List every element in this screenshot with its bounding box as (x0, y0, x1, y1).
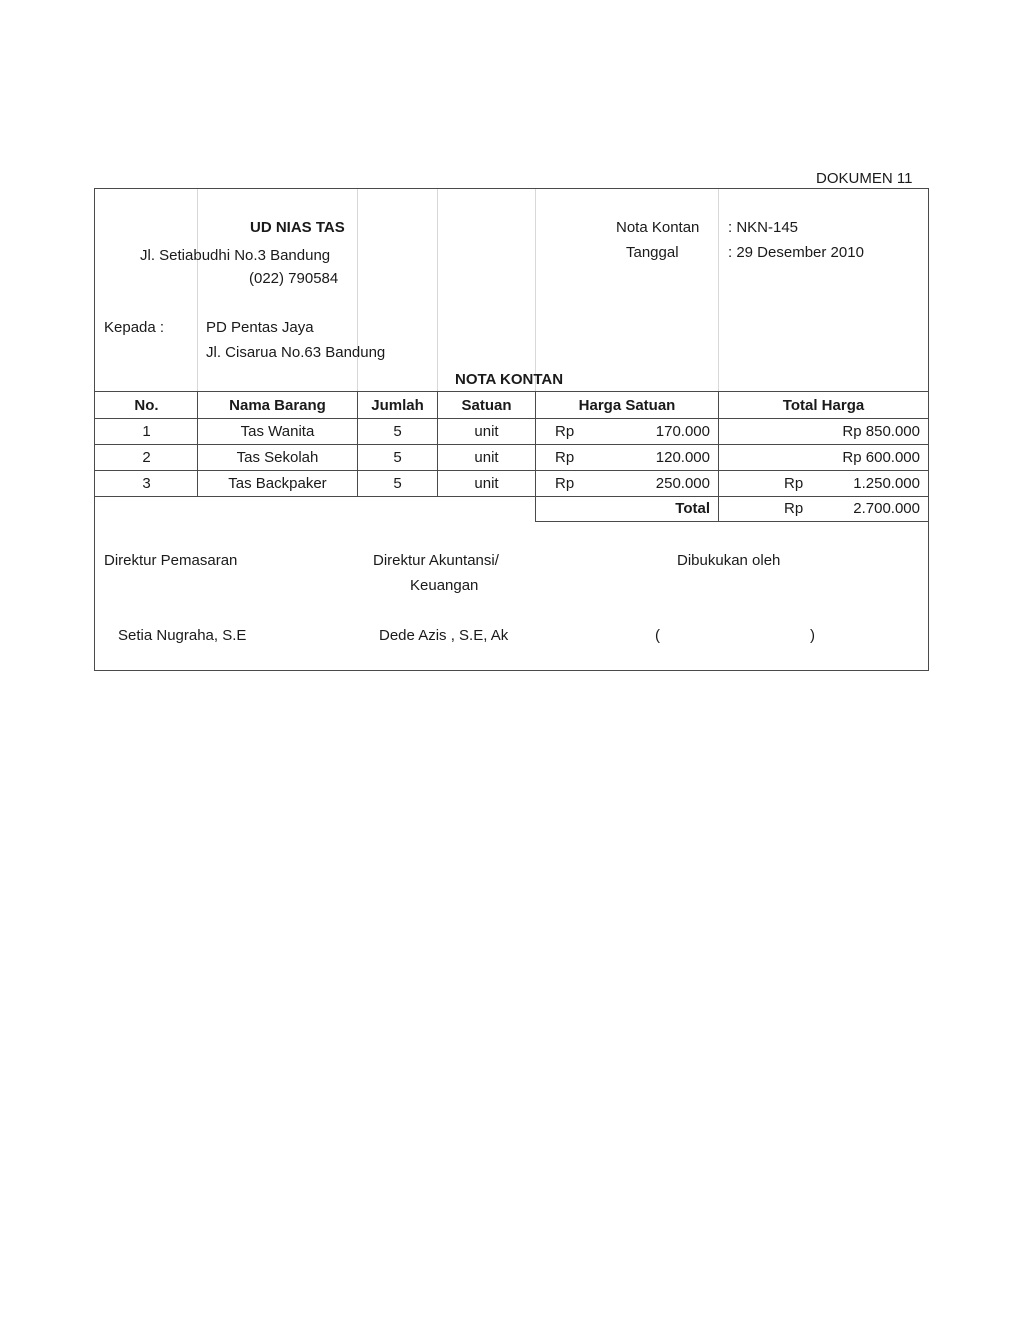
row-quantity: 5 (393, 449, 402, 466)
grid-line (437, 189, 438, 391)
row-price: 250.000 (655, 475, 710, 492)
row-no: 3 (142, 475, 151, 492)
row-price-currency: Rp (555, 449, 575, 466)
signature-name-accounting: Dede Azis , S.E, Ak (379, 627, 509, 644)
recipient-label: Kepada : (104, 319, 165, 336)
row-total: Rp 850.000 (842, 423, 920, 440)
table-line (535, 521, 929, 522)
signature-name-marketing: Setia Nugraha, S.E (118, 627, 247, 644)
signature-role-accounting: Direktur Akuntansi/ (373, 552, 499, 569)
row-item-name: Tas Backpaker (228, 475, 327, 492)
row-no: 2 (142, 449, 151, 466)
row-item-name: Tas Wanita (240, 423, 315, 440)
row-unit: unit (474, 423, 499, 440)
row-price-currency: Rp (555, 423, 575, 440)
grid-line (535, 189, 536, 391)
table-line (95, 418, 929, 419)
row-item-name: Tas Sekolah (236, 449, 319, 466)
signature-role-accounting-line2: Keuangan (410, 577, 479, 594)
company-name: UD NIAS TAS (250, 219, 345, 236)
row-quantity: 5 (393, 423, 402, 440)
row-price: 170.000 (655, 423, 710, 440)
row-unit: unit (474, 449, 499, 466)
document-label: DOKUMEN 11 (816, 170, 913, 187)
nota-number: : NKN-145 (728, 219, 799, 236)
nota-label: Nota Kontan (616, 219, 700, 236)
grand-total-label: Total (675, 500, 710, 517)
signature-role-bookkeeper: Dibukukan oleh (677, 552, 781, 569)
header-total-price: Total Harga (782, 397, 865, 414)
row-quantity: 5 (393, 475, 402, 492)
row-price-currency: Rp (555, 475, 575, 492)
grid-line (197, 189, 198, 391)
table-title: NOTA KONTAN (455, 371, 564, 388)
signature-paren-open: ( (655, 627, 660, 644)
row-unit: unit (474, 475, 499, 492)
table-line (95, 444, 929, 445)
signature-role-marketing: Direktur Pemasaran (104, 552, 238, 569)
recipient-address: Jl. Cisarua No.63 Bandung (206, 344, 386, 361)
grand-total-value: 2.700.000 (853, 500, 920, 517)
row-total: 1.250.000 (853, 475, 920, 492)
table-line (95, 496, 929, 497)
header-unit-price: Harga Satuan (578, 397, 676, 414)
header-quantity: Jumlah (371, 397, 424, 414)
row-no: 1 (142, 423, 151, 440)
date-label: Tanggal (626, 244, 679, 261)
company-phone: (022) 790584 (249, 270, 339, 287)
table-line (95, 470, 929, 471)
table-line (95, 391, 929, 392)
company-address: Jl. Setiabudhi No.3 Bandung (140, 247, 331, 264)
signature-paren-close: ) (810, 627, 815, 644)
header-unit: Satuan (461, 397, 512, 414)
header-item-name: Nama Barang (229, 397, 326, 414)
row-total-currency: Rp (784, 475, 804, 492)
date-value: : 29 Desember 2010 (728, 244, 864, 261)
grid-line (718, 189, 719, 391)
row-price: 120.000 (655, 449, 710, 466)
recipient-name: PD Pentas Jaya (206, 319, 314, 336)
row-total: Rp 600.000 (842, 449, 920, 466)
header-no: No. (134, 397, 159, 414)
grand-total-currency: Rp (784, 500, 804, 517)
